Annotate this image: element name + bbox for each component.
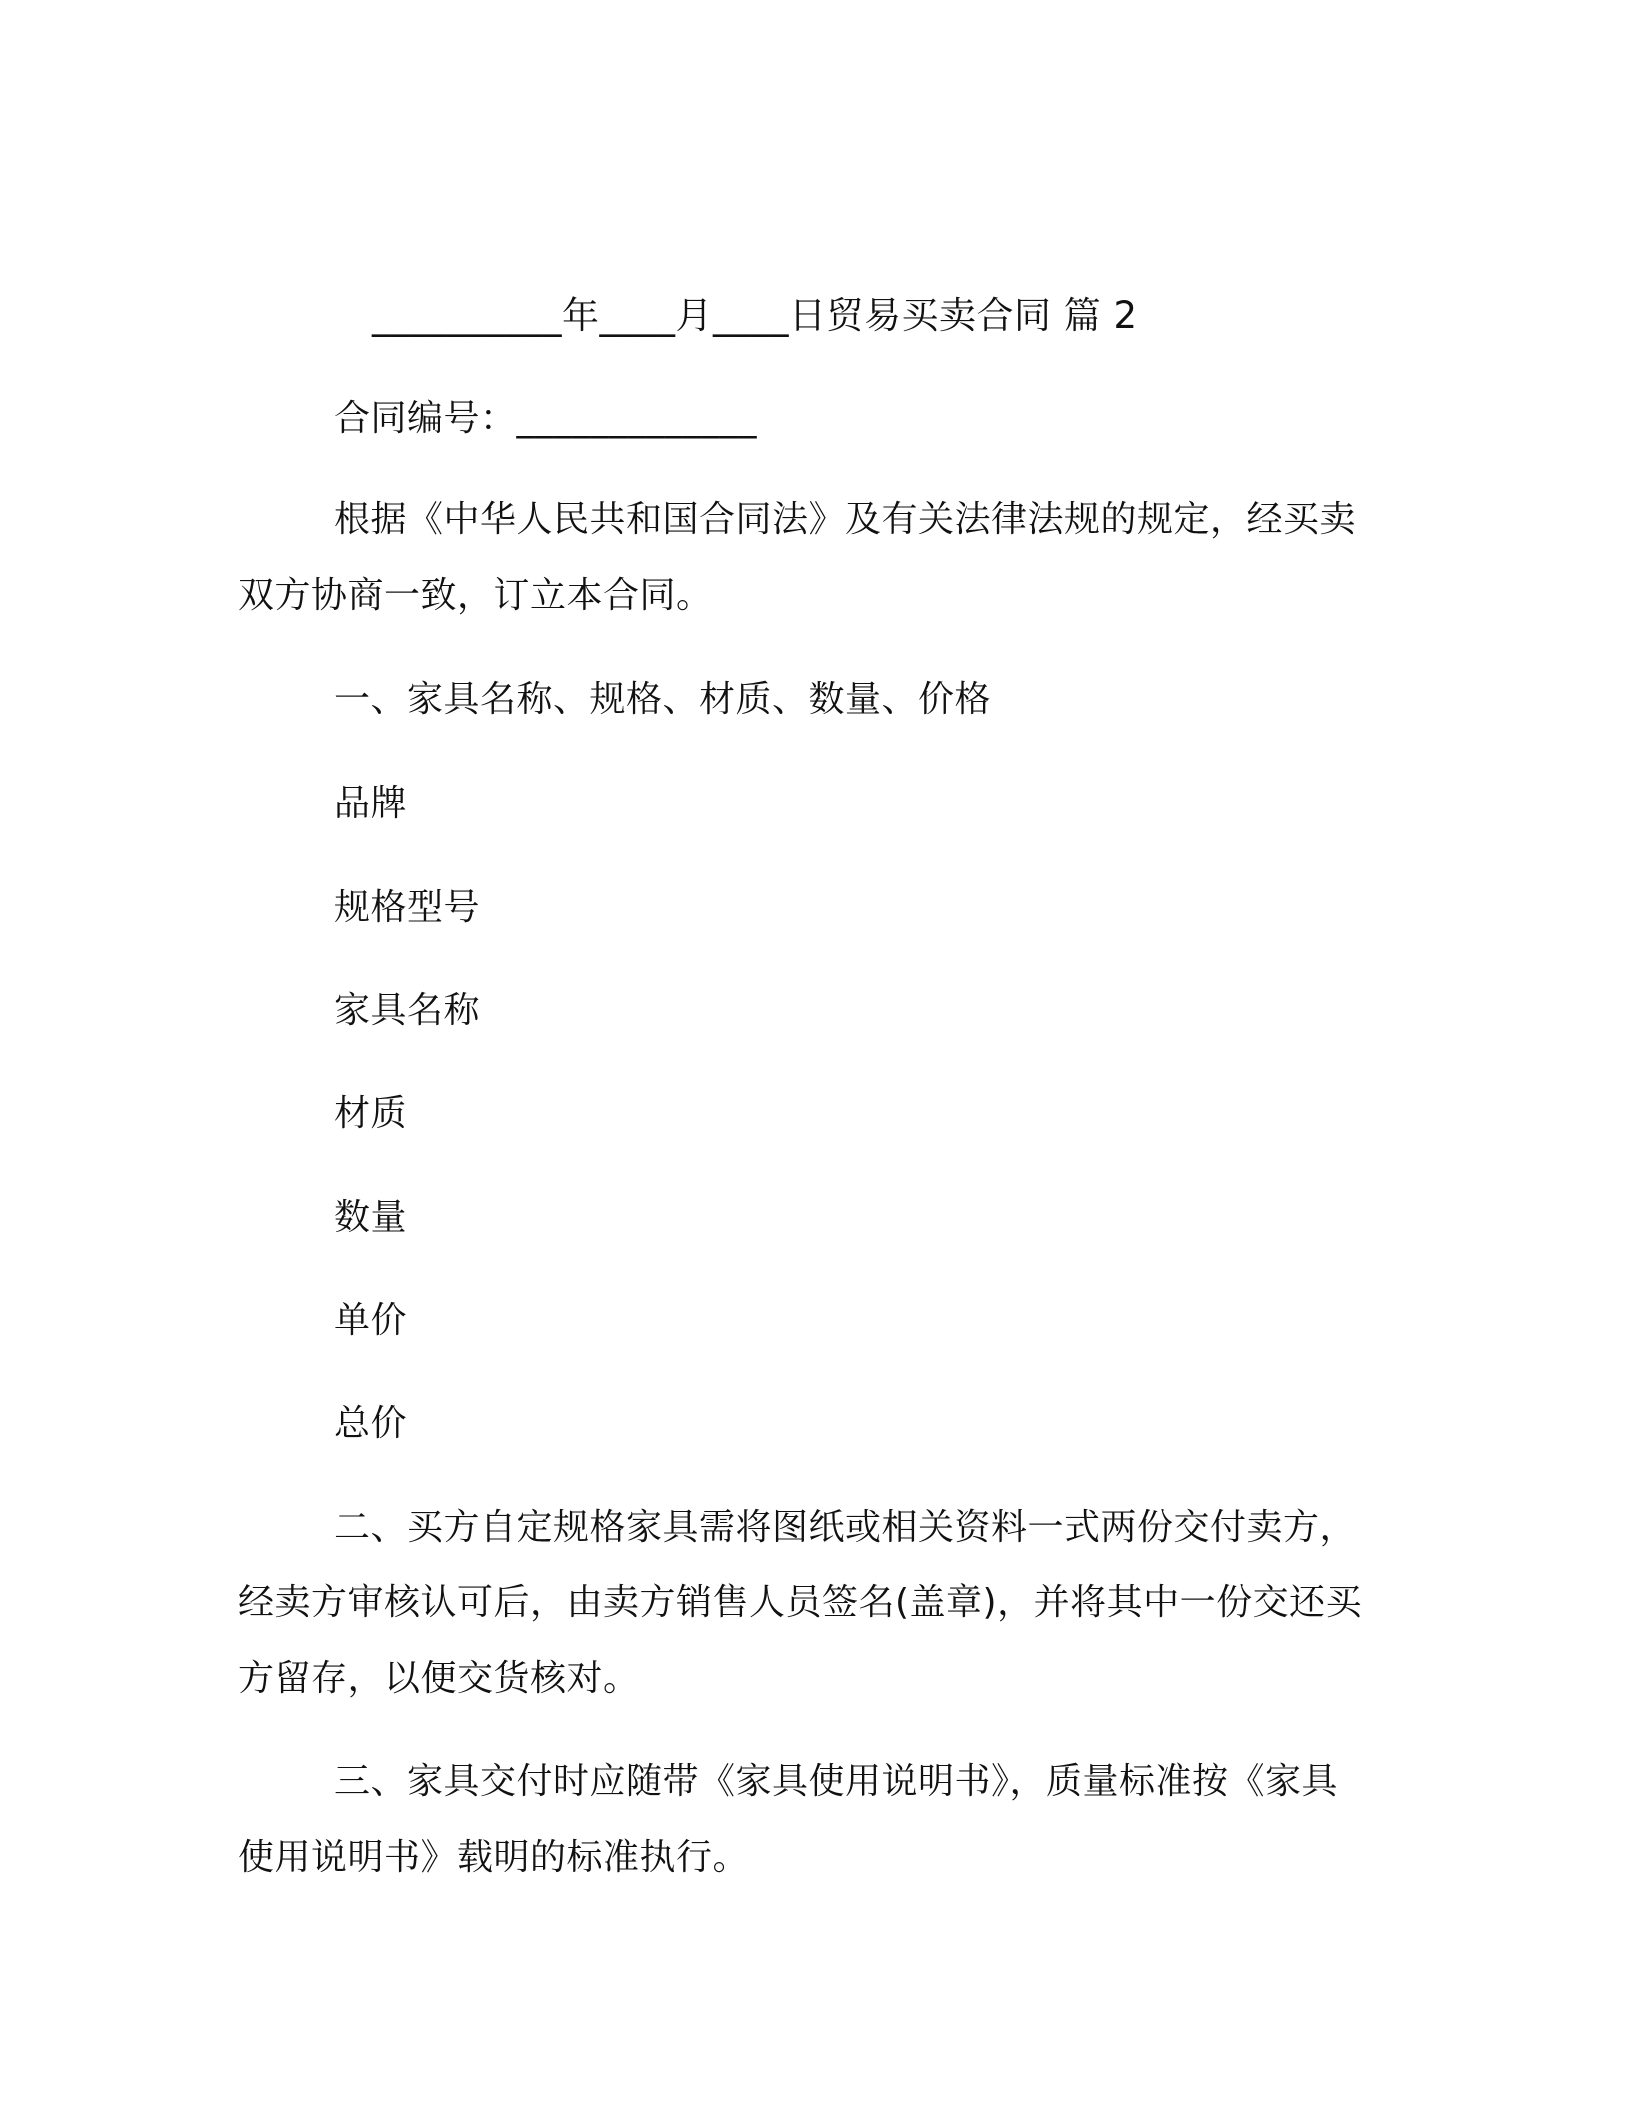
- item-furniture-name: 家具名称: [334, 990, 481, 1031]
- section-2-line-1: 二、买方自定规格家具需将图纸或相关资料一式两份交付卖方，: [334, 1507, 1357, 1548]
- section-2-line-3: 方留存，以便交货核对。: [238, 1658, 640, 1699]
- section-3-line-2: 使用说明书》载明的标准执行。: [238, 1837, 750, 1878]
- contract-title: __________年____月____日贸易买卖合同 篇 2: [372, 294, 1138, 337]
- section-3-line-1: 三、家具交付时应随带《家具使用说明书》，质量标准按《家具: [334, 1761, 1339, 1802]
- section-1-heading: 一、家具名称、规格、材质、数量、价格: [334, 679, 992, 720]
- item-spec-model: 规格型号: [334, 887, 481, 928]
- contract-number-line: 合同编号：_____________: [334, 398, 758, 439]
- item-unit-price: 单价: [334, 1300, 408, 1341]
- item-brand: 品牌: [334, 783, 408, 824]
- item-quantity: 数量: [334, 1197, 408, 1238]
- item-total-price: 总价: [334, 1403, 408, 1444]
- section-2-line-2: 经卖方审核认可后，由卖方销售人员签名(盖章)，并将其中一份交还买: [238, 1582, 1363, 1623]
- intro-paragraph-line-2: 双方协商一致，订立本合同。: [238, 575, 713, 616]
- item-material: 材质: [334, 1093, 408, 1134]
- intro-paragraph-line-1: 根据《中华人民共和国合同法》及有关法律法规的规定，经买卖: [334, 499, 1357, 540]
